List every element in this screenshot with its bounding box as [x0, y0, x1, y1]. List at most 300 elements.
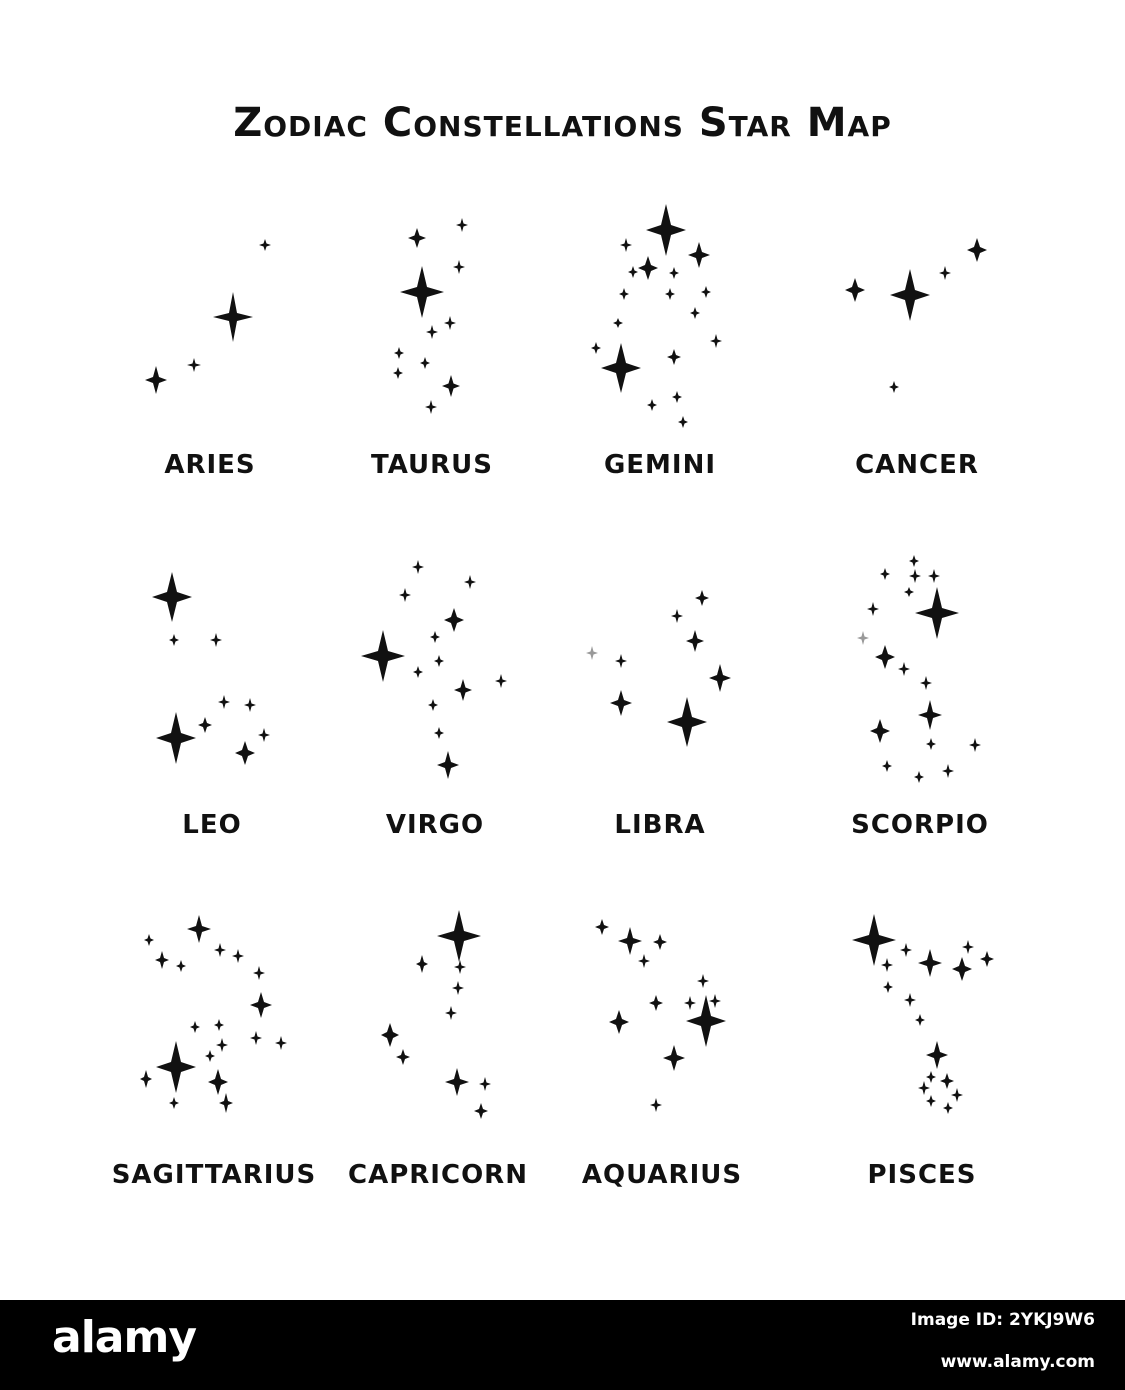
virgo-star-11 — [428, 699, 438, 711]
capricorn-star-1 — [437, 910, 481, 962]
virgo-star-10 — [495, 674, 507, 688]
four-point-star-icon — [456, 218, 468, 232]
gemini-star-11 — [613, 318, 623, 328]
four-point-star-icon — [420, 357, 430, 369]
capricorn-star-2 — [416, 955, 428, 973]
gemini-star-8 — [665, 288, 675, 300]
four-point-star-icon — [852, 914, 896, 966]
scorpio-star-9 — [875, 645, 895, 669]
four-point-star-icon — [709, 664, 731, 692]
four-point-star-icon — [650, 1098, 662, 1112]
pisces-star-17 — [943, 1102, 953, 1114]
scorpio-star-8 — [857, 631, 869, 645]
pisces-star-7 — [952, 957, 972, 981]
taurus-star-8 — [420, 357, 430, 369]
four-point-star-icon — [169, 634, 179, 646]
sagittarius-star-1 — [187, 915, 211, 943]
constellation-label-cancer: CANCER — [855, 450, 979, 480]
sagittarius-star-9 — [190, 1021, 200, 1033]
constellation-leo — [92, 555, 332, 885]
four-point-star-icon — [969, 738, 981, 752]
four-point-star-icon — [210, 633, 222, 647]
gemini-star-16 — [672, 391, 682, 403]
four-point-star-icon — [697, 974, 709, 988]
aquarius-star-11 — [663, 1045, 685, 1071]
capricorn-star-10 — [474, 1103, 488, 1119]
gemini-star-17 — [647, 399, 657, 411]
leo-star-map — [92, 555, 332, 835]
four-point-star-icon — [479, 1077, 491, 1091]
four-point-star-icon — [430, 631, 440, 643]
page-title-text: Zodiac Constellations Star Map — [233, 100, 892, 146]
four-point-star-icon — [951, 1088, 963, 1102]
four-point-star-icon — [454, 960, 466, 974]
four-point-star-icon — [214, 1019, 224, 1031]
libra-star-3 — [686, 630, 704, 652]
virgo-star-5 — [430, 631, 440, 643]
virgo-star-8 — [413, 666, 423, 678]
sagittarius-star-7 — [253, 966, 265, 980]
constellation-aries — [90, 195, 330, 525]
pisces-star-4 — [918, 949, 942, 977]
scorpio-star-18 — [914, 771, 924, 783]
four-point-star-icon — [900, 943, 912, 957]
four-point-star-icon — [495, 674, 507, 688]
constellation-label-taurus: TAURUS — [370, 450, 493, 480]
scorpio-star-13 — [870, 719, 890, 743]
four-point-star-icon — [169, 1097, 179, 1109]
four-point-star-icon — [214, 943, 226, 957]
constellation-virgo — [315, 555, 555, 885]
four-point-star-icon — [647, 399, 657, 411]
four-point-star-icon — [667, 697, 707, 747]
four-point-star-icon — [426, 325, 438, 339]
four-point-star-icon — [190, 1021, 200, 1033]
scorpio-star-7 — [867, 602, 879, 616]
four-point-star-icon — [434, 727, 444, 739]
four-point-star-icon — [613, 318, 623, 328]
four-point-star-icon — [909, 555, 919, 567]
four-point-star-icon — [926, 738, 936, 750]
four-point-star-icon — [601, 343, 641, 393]
four-point-star-icon — [898, 662, 910, 676]
four-point-star-icon — [428, 699, 438, 711]
four-point-star-icon — [250, 1031, 262, 1045]
four-point-star-icon — [952, 957, 972, 981]
four-point-star-icon — [244, 698, 256, 712]
gemini-star-9 — [701, 286, 711, 298]
pisces-star-9 — [904, 993, 916, 1007]
four-point-star-icon — [454, 679, 472, 701]
four-point-star-icon — [940, 1073, 954, 1089]
cancer-star-5 — [889, 381, 899, 393]
four-point-star-icon — [258, 728, 270, 742]
four-point-star-icon — [918, 700, 942, 730]
four-point-star-icon — [967, 238, 987, 262]
four-point-star-icon — [649, 995, 663, 1011]
taurus-star-9 — [393, 367, 403, 379]
taurus-star-10 — [442, 375, 460, 397]
four-point-star-icon — [928, 569, 940, 583]
four-point-star-icon — [437, 910, 481, 962]
four-point-star-icon — [464, 575, 476, 589]
four-point-star-icon — [394, 347, 404, 359]
aries-star-3 — [187, 358, 201, 372]
four-point-star-icon — [453, 260, 465, 274]
scorpio-star-5 — [904, 587, 914, 597]
aquarius-star-2 — [618, 927, 642, 955]
cancer-star-1 — [967, 238, 987, 262]
four-point-star-icon — [208, 1069, 228, 1095]
gemini-star-15 — [601, 343, 641, 393]
image-id: Image ID: 2YKJ9W6 — [910, 1310, 1095, 1330]
four-point-star-icon — [667, 349, 681, 365]
four-point-star-icon — [909, 569, 921, 583]
sagittarius-star-18 — [169, 1097, 179, 1109]
four-point-star-icon — [381, 1023, 399, 1047]
four-point-star-icon — [926, 1095, 936, 1107]
sagittarius-star-4 — [232, 949, 244, 963]
constellation-label-gemini: GEMINI — [603, 450, 717, 480]
four-point-star-icon — [445, 1068, 469, 1096]
four-point-star-icon — [253, 966, 265, 980]
scorpio-star-14 — [926, 738, 936, 750]
aquarius-star-10 — [609, 1010, 629, 1034]
four-point-star-icon — [591, 342, 601, 354]
constellation-gemini — [540, 195, 780, 525]
cancer-star-4 — [845, 278, 865, 302]
sagittarius-star-map — [94, 905, 334, 1185]
four-point-star-icon — [915, 587, 959, 639]
sagittarius-star-13 — [216, 1038, 228, 1052]
four-point-star-icon — [663, 1045, 685, 1071]
four-point-star-icon — [198, 717, 212, 733]
taurus-star-map — [312, 195, 552, 475]
four-point-star-icon — [882, 760, 892, 772]
taurus-star-2 — [408, 228, 426, 248]
four-point-star-icon — [187, 358, 201, 372]
cancer-star-map — [797, 195, 1037, 475]
capricorn-star-4 — [452, 981, 464, 995]
four-point-star-icon — [690, 307, 700, 319]
site-url: www.alamy.com — [940, 1352, 1095, 1372]
pisces-star-16 — [926, 1095, 936, 1107]
four-point-star-icon — [638, 954, 650, 968]
constellation-scorpio — [800, 555, 1040, 885]
taurus-star-7 — [394, 347, 404, 359]
four-point-star-icon — [883, 981, 893, 993]
cancer-star-3 — [890, 269, 930, 321]
virgo-star-3 — [399, 588, 411, 602]
four-point-star-icon — [939, 266, 951, 280]
sagittarius-star-10 — [214, 1019, 224, 1031]
taurus-star-5 — [444, 316, 456, 330]
four-point-star-icon — [156, 712, 196, 764]
scorpio-star-17 — [942, 764, 954, 778]
taurus-star-3 — [453, 260, 465, 274]
virgo-star-map — [315, 555, 555, 835]
four-point-star-icon — [638, 256, 658, 280]
pisces-star-6 — [881, 958, 893, 972]
four-point-star-icon — [213, 292, 253, 342]
sagittarius-star-6 — [176, 960, 186, 972]
gemini-star-1 — [646, 204, 686, 256]
four-point-star-icon — [474, 1103, 488, 1119]
four-point-star-icon — [205, 1050, 215, 1062]
aquarius-star-6 — [649, 995, 663, 1011]
four-point-star-icon — [904, 993, 916, 1007]
gemini-star-14 — [667, 349, 681, 365]
aquarius-star-8 — [709, 994, 721, 1008]
sagittarius-star-2 — [144, 934, 154, 946]
constellation-label-aquarius: AQUARIUS — [581, 1160, 743, 1190]
aries-star-2 — [213, 292, 253, 342]
four-point-star-icon — [176, 960, 186, 972]
constellation-label-scorpio: SCORPIO — [851, 810, 989, 840]
sagittarius-star-15 — [156, 1041, 196, 1093]
four-point-star-icon — [619, 288, 629, 300]
leo-star-1 — [152, 572, 192, 622]
four-point-star-icon — [857, 631, 869, 645]
pisces-star-2 — [900, 943, 912, 957]
four-point-star-icon — [218, 695, 230, 709]
sagittarius-star-16 — [140, 1070, 152, 1088]
libra-star-8 — [667, 697, 707, 747]
libra-star-7 — [610, 690, 632, 716]
libra-star-map — [540, 555, 780, 835]
scorpio-star-11 — [920, 676, 932, 690]
four-point-star-icon — [399, 588, 411, 602]
four-point-star-icon — [413, 666, 423, 678]
four-point-star-icon — [615, 654, 627, 668]
gemini-star-6 — [669, 267, 679, 279]
gemini-star-map — [540, 195, 780, 475]
four-point-star-icon — [665, 288, 675, 300]
four-point-star-icon — [618, 927, 642, 955]
aquarius-star-5 — [697, 974, 709, 988]
aquarius-star-map — [542, 905, 782, 1185]
libra-star-6 — [709, 664, 731, 692]
four-point-star-icon — [669, 267, 679, 279]
pisces-star-map — [802, 905, 1042, 1185]
gemini-star-2 — [620, 238, 632, 252]
virgo-star-6 — [361, 630, 405, 682]
pisces-star-14 — [918, 1081, 930, 1095]
four-point-star-icon — [646, 204, 686, 256]
aries-star-4 — [145, 366, 167, 394]
constellation-label-pisces: PISCES — [867, 1160, 977, 1190]
libra-star-1 — [695, 590, 709, 606]
leo-star-6 — [198, 717, 212, 733]
pisces-star-13 — [940, 1073, 954, 1089]
capricorn-star-map — [318, 905, 558, 1185]
four-point-star-icon — [914, 771, 924, 783]
four-point-star-icon — [425, 400, 437, 414]
cancer-star-2 — [939, 266, 951, 280]
pisces-star-5 — [980, 951, 994, 967]
brand-logo: alamy — [52, 1312, 196, 1363]
four-point-star-icon — [400, 266, 444, 318]
constellation-taurus — [312, 195, 552, 525]
capricorn-star-3 — [454, 960, 466, 974]
four-point-star-icon — [442, 375, 460, 397]
scorpio-star-4 — [928, 569, 940, 583]
gemini-star-5 — [628, 266, 638, 278]
four-point-star-icon — [943, 1102, 953, 1114]
four-point-star-icon — [361, 630, 405, 682]
capricorn-star-8 — [445, 1068, 469, 1096]
taurus-star-11 — [425, 400, 437, 414]
capricorn-star-7 — [396, 1049, 410, 1065]
sagittarius-star-5 — [155, 951, 169, 969]
aquarius-star-4 — [638, 954, 650, 968]
libra-star-5 — [615, 654, 627, 668]
four-point-star-icon — [437, 751, 459, 779]
four-point-star-icon — [595, 919, 609, 935]
virgo-star-1 — [412, 560, 424, 574]
scorpio-star-6 — [915, 587, 959, 639]
four-point-star-icon — [155, 951, 169, 969]
aquarius-star-3 — [653, 934, 667, 950]
leo-star-4 — [218, 695, 230, 709]
scorpio-star-2 — [880, 568, 890, 580]
four-point-star-icon — [445, 1006, 457, 1020]
four-point-star-icon — [416, 955, 428, 973]
sagittarius-star-17 — [208, 1069, 228, 1095]
aquarius-star-7 — [684, 996, 696, 1010]
constellation-pisces — [802, 905, 1042, 1235]
libra-star-4 — [586, 646, 598, 660]
page-title — [0, 100, 1125, 146]
pisces-star-15 — [951, 1088, 963, 1102]
four-point-star-icon — [980, 951, 994, 967]
constellation-label-leo: LEO — [182, 810, 242, 840]
four-point-star-icon — [672, 391, 682, 403]
four-point-star-icon — [889, 381, 899, 393]
four-point-star-icon — [396, 1049, 410, 1065]
gemini-star-18 — [678, 416, 688, 428]
watermark-footer — [0, 1300, 1125, 1390]
gemini-star-12 — [710, 334, 722, 348]
gemini-star-7 — [619, 288, 629, 300]
four-point-star-icon — [393, 367, 403, 379]
pisces-star-8 — [883, 981, 893, 993]
four-point-star-icon — [686, 630, 704, 652]
four-point-star-icon — [412, 560, 424, 574]
scorpio-star-10 — [898, 662, 910, 676]
four-point-star-icon — [701, 286, 711, 298]
capricorn-star-6 — [381, 1023, 399, 1047]
aquarius-star-1 — [595, 919, 609, 935]
taurus-star-6 — [426, 325, 438, 339]
sagittarius-star-8 — [250, 992, 272, 1018]
four-point-star-icon — [880, 568, 890, 580]
libra-star-2 — [671, 609, 683, 623]
pisces-star-12 — [926, 1071, 936, 1083]
four-point-star-icon — [688, 242, 710, 268]
four-point-star-icon — [235, 741, 255, 765]
four-point-star-icon — [653, 934, 667, 950]
four-point-star-icon — [444, 316, 456, 330]
four-point-star-icon — [867, 602, 879, 616]
capricorn-star-5 — [445, 1006, 457, 1020]
virgo-star-4 — [444, 608, 464, 632]
four-point-star-icon — [232, 949, 244, 963]
scorpio-star-15 — [969, 738, 981, 752]
four-point-star-icon — [219, 1093, 233, 1113]
sagittarius-star-12 — [275, 1036, 287, 1050]
aries-star-1 — [259, 239, 271, 251]
four-point-star-icon — [156, 1041, 196, 1093]
sagittarius-star-11 — [250, 1031, 262, 1045]
gemini-star-13 — [591, 342, 601, 354]
virgo-star-2 — [464, 575, 476, 589]
four-point-star-icon — [875, 645, 895, 669]
constellation-label-aries: ARIES — [164, 450, 256, 480]
constellation-aquarius — [542, 905, 782, 1235]
pisces-star-11 — [926, 1041, 948, 1069]
gemini-star-10 — [690, 307, 700, 319]
virgo-star-12 — [434, 727, 444, 739]
four-point-star-icon — [609, 1010, 629, 1034]
virgo-star-7 — [434, 655, 444, 667]
four-point-star-icon — [140, 1070, 152, 1088]
leo-star-5 — [244, 698, 256, 712]
four-point-star-icon — [671, 609, 683, 623]
virgo-star-13 — [437, 751, 459, 779]
four-point-star-icon — [620, 238, 632, 252]
leo-star-9 — [235, 741, 255, 765]
taurus-star-4 — [400, 266, 444, 318]
virgo-star-9 — [454, 679, 472, 701]
four-point-star-icon — [710, 334, 722, 348]
four-point-star-icon — [187, 915, 211, 943]
constellation-cancer — [797, 195, 1037, 525]
pisces-star-1 — [852, 914, 896, 966]
four-point-star-icon — [890, 269, 930, 321]
sagittarius-star-3 — [214, 943, 226, 957]
four-point-star-icon — [275, 1036, 287, 1050]
four-point-star-icon — [920, 676, 932, 690]
four-point-star-icon — [452, 981, 464, 995]
four-point-star-icon — [926, 1041, 948, 1069]
constellation-capricorn — [318, 905, 558, 1235]
four-point-star-icon — [408, 228, 426, 248]
four-point-star-icon — [610, 690, 632, 716]
scorpio-star-map — [800, 555, 1040, 835]
capricorn-star-9 — [479, 1077, 491, 1091]
four-point-star-icon — [845, 278, 865, 302]
four-point-star-icon — [259, 239, 271, 251]
four-point-star-icon — [152, 572, 192, 622]
four-point-star-icon — [586, 646, 598, 660]
leo-star-2 — [169, 634, 179, 646]
scorpio-star-12 — [918, 700, 942, 730]
pisces-star-10 — [915, 1014, 925, 1026]
four-point-star-icon — [628, 266, 638, 278]
four-point-star-icon — [678, 416, 688, 428]
four-point-star-icon — [434, 655, 444, 667]
four-point-star-icon — [216, 1038, 228, 1052]
constellation-sagittarius — [94, 905, 334, 1235]
scorpio-star-16 — [882, 760, 892, 772]
aries-star-map — [90, 195, 330, 475]
four-point-star-icon — [709, 994, 721, 1008]
constellation-label-virgo: VIRGO — [385, 810, 485, 840]
four-point-star-icon — [250, 992, 272, 1018]
gemini-star-3 — [688, 242, 710, 268]
four-point-star-icon — [942, 764, 954, 778]
